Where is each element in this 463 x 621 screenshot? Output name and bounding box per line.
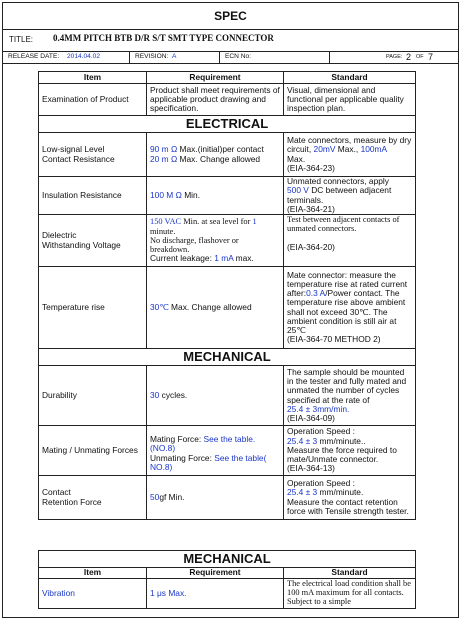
spec-table	[38, 71, 416, 520]
item-retention-line2: Retention Force	[42, 496, 102, 507]
std-low-signal	[284, 133, 416, 177]
std-low-signal-max: Max.	[287, 153, 306, 164]
req-temperature-unit: ℃	[159, 301, 169, 312]
std-temperature-text: Mate connector: measure the temperature rise at rated current after:	[287, 269, 408, 299]
item-low-signal-line2: Contact Resistance	[42, 153, 115, 164]
std-vibration: The electrical load condition shall be 100 mA maximum for all contacts. Subject to a simple	[284, 579, 416, 609]
item-dielectric-line1: Dielectric	[42, 230, 77, 241]
header-requirement: Requirement	[147, 72, 284, 84]
spec-table-continued	[38, 550, 416, 609]
item-durability: Durability	[39, 366, 147, 426]
req-low-signal-value2: 20 m Ω	[150, 153, 178, 164]
item-retention-line1: Contact	[42, 487, 71, 498]
std-insulation-ref: (EIA-364-21)	[287, 203, 335, 214]
req-unmating-ref: See the table( NO.8)	[150, 452, 267, 472]
table-row	[39, 366, 416, 426]
std-temperature-ref: (EIA-364-70 METHOD 2)	[287, 334, 381, 345]
std-durability-ref: (EIA-364-09)	[287, 412, 335, 423]
req-unmating-label: Unmating Force:	[150, 452, 215, 463]
item-insulation: Insulation Resistance	[39, 177, 147, 215]
req-examination: Product shall meet requirements of applicable product drawing and specification.	[147, 84, 284, 116]
std-low-signal-text: Mate connectors, measure by dry circuit,	[287, 135, 412, 155]
std-low-signal-current: 100mA	[360, 144, 388, 155]
req-low-signal-text2: Max. Change allowed	[177, 153, 261, 164]
revision-cell	[129, 51, 220, 63]
req-insulation-value: 100 M Ω	[150, 189, 182, 200]
ecn-label: ECN No:	[225, 53, 252, 60]
req-mating	[147, 426, 284, 476]
req-insulation-text: Min.	[181, 189, 201, 200]
item-dielectric-line2: Withstanding Voltage	[42, 239, 121, 250]
title-label: TITLE:	[9, 35, 34, 44]
header-item-2: Item	[39, 568, 147, 579]
req-low-signal-text1: Max.(initial)per contact	[177, 144, 264, 155]
section-row	[39, 116, 416, 133]
revision-value: A	[172, 53, 177, 60]
table-row	[39, 84, 416, 116]
req-dielectric-text2: minute.	[150, 226, 176, 236]
req-low-signal-value1: 90 m Ω	[150, 144, 178, 155]
item-examination: Examination of Product	[39, 84, 147, 116]
std-mating-text: Measure the force required to mate/Unmate connector.	[287, 444, 397, 465]
table-row	[39, 133, 416, 177]
std-examination: Visual, dimensional and functional per applicable quality inspection plan.	[284, 84, 416, 116]
item-mating: Mating / Unmating Forces	[39, 426, 147, 476]
std-durability	[284, 366, 416, 426]
req-dielectric-breakdown: No discharge, flashover or breakdown.	[150, 235, 239, 255]
std-retention-speed: 25.4 ± 3	[287, 487, 318, 498]
std-mating-ref: (EIA-364-13)	[287, 463, 335, 474]
item-vibration: Vibration	[39, 579, 147, 609]
page-of-label: OF	[416, 54, 424, 60]
std-low-signal-ref: (EIA-364-23)	[287, 162, 335, 173]
table-header-row	[39, 72, 416, 84]
req-dielectric-minutes: 1	[252, 217, 257, 227]
page-cell	[329, 51, 459, 63]
req-retention	[147, 476, 284, 520]
std-insulation-text2: DC between adjacent terminals.	[287, 185, 392, 205]
table-row	[39, 476, 416, 520]
req-durability-text: cycles.	[159, 389, 188, 400]
std-durability-rate: 25.4 ± 3mm/min.	[287, 403, 350, 414]
table-row	[39, 215, 416, 267]
item-low-signal-line1: Low-signal Level	[42, 144, 105, 155]
table-row	[39, 177, 416, 215]
item-dielectric	[39, 215, 147, 267]
std-mating-speed: 25.4 ± 3	[287, 435, 318, 446]
revision-label: REVISION:	[135, 53, 169, 60]
release-label: RELEASE DATE:	[8, 53, 60, 60]
std-insulation-voltage: 500 V	[287, 185, 309, 196]
ecn-cell	[219, 51, 330, 63]
table-row	[39, 267, 416, 349]
std-temperature	[284, 267, 416, 349]
std-dielectric-text: Test between adjacent contacts of unmated connectors.	[287, 215, 400, 234]
release-date: 2014.04.02	[67, 53, 101, 60]
std-dielectric-ref: (EIA-364-20)	[287, 241, 335, 252]
std-dielectric	[284, 215, 416, 267]
std-mating	[284, 426, 416, 476]
std-retention-speed-label: Operation Speed :	[287, 478, 355, 489]
table-row	[39, 579, 416, 609]
spec-page	[2, 2, 459, 618]
item-temperature: Temperature rise	[39, 267, 147, 349]
req-durability	[147, 366, 284, 426]
title-value: 0.4MM PITCH BTB D/R S/T SMT TYPE CONNECTOR	[53, 33, 274, 43]
std-retention-text: Measure the contact retention force with Tensile strength tester.	[287, 496, 409, 516]
req-dielectric-voltage: 150 VAC	[150, 217, 182, 227]
req-mating-ref: See the table.(NO.8)	[150, 434, 256, 454]
req-vibration: 1 μs Max.	[147, 579, 284, 609]
section-row	[39, 551, 416, 568]
release-row	[3, 51, 458, 64]
section-row	[39, 349, 416, 366]
item-low-signal	[39, 133, 147, 177]
std-mating-unit: mm/minute..	[317, 435, 366, 446]
req-low-signal	[147, 133, 284, 177]
std-retention-unit: mm/minute.	[317, 487, 364, 498]
header-requirement-2: Requirement	[147, 568, 284, 579]
header-standard: Standard	[284, 72, 416, 84]
item-retention	[39, 476, 147, 520]
section-mechanical: MECHANICAL	[39, 349, 416, 366]
std-temperature-text2: /Power contact. The temperature rise above ambient shall not exceed 30℃. The ambient condition is still air at 25℃	[287, 288, 406, 335]
req-dielectric	[147, 215, 284, 267]
std-mating-speed-label: Operation Speed :	[287, 426, 355, 437]
req-insulation	[147, 177, 284, 215]
std-insulation	[284, 177, 416, 215]
table-row	[39, 426, 416, 476]
std-low-signal-voltage: 20mV	[313, 144, 336, 155]
std-durability-text: The sample should be mounted in the tester and fully mated and unmated the number of cycles specified at the rate of	[287, 366, 407, 405]
header-standard-2: Standard	[284, 568, 416, 579]
req-temperature-value: 30	[150, 301, 160, 312]
section-mechanical-2: MECHANICAL	[39, 551, 416, 568]
req-dielectric-leakage-label: Current leakage:	[150, 253, 215, 264]
req-dielectric-leakage-max: max.	[233, 253, 254, 264]
req-temperature	[147, 267, 284, 349]
req-retention-value: 50	[150, 491, 160, 502]
std-insulation-text: Unmated connectors, apply	[287, 176, 389, 187]
header-item: Item	[39, 72, 147, 84]
page-label: PAGE:	[386, 54, 403, 60]
table-header-row	[39, 568, 416, 579]
spec-heading: SPEC	[3, 3, 458, 30]
req-dielectric-text: Min. at sea level for	[181, 217, 253, 227]
req-dielectric-leakage-value: 1 mA	[214, 253, 234, 264]
req-temperature-text: Max. Change allowed	[168, 301, 252, 312]
section-electrical: ELECTRICAL	[39, 116, 416, 133]
req-retention-text: gf Min.	[159, 491, 185, 502]
req-durability-value: 30	[150, 389, 160, 400]
req-mating-label: Mating Force:	[150, 434, 204, 445]
std-low-signal-text2: Max.,	[335, 144, 361, 155]
std-temperature-current: 0.3 A	[306, 288, 326, 299]
page-total: 7	[428, 52, 434, 62]
page-number: 2	[406, 52, 412, 62]
std-retention	[284, 476, 416, 520]
title-row	[3, 29, 458, 52]
